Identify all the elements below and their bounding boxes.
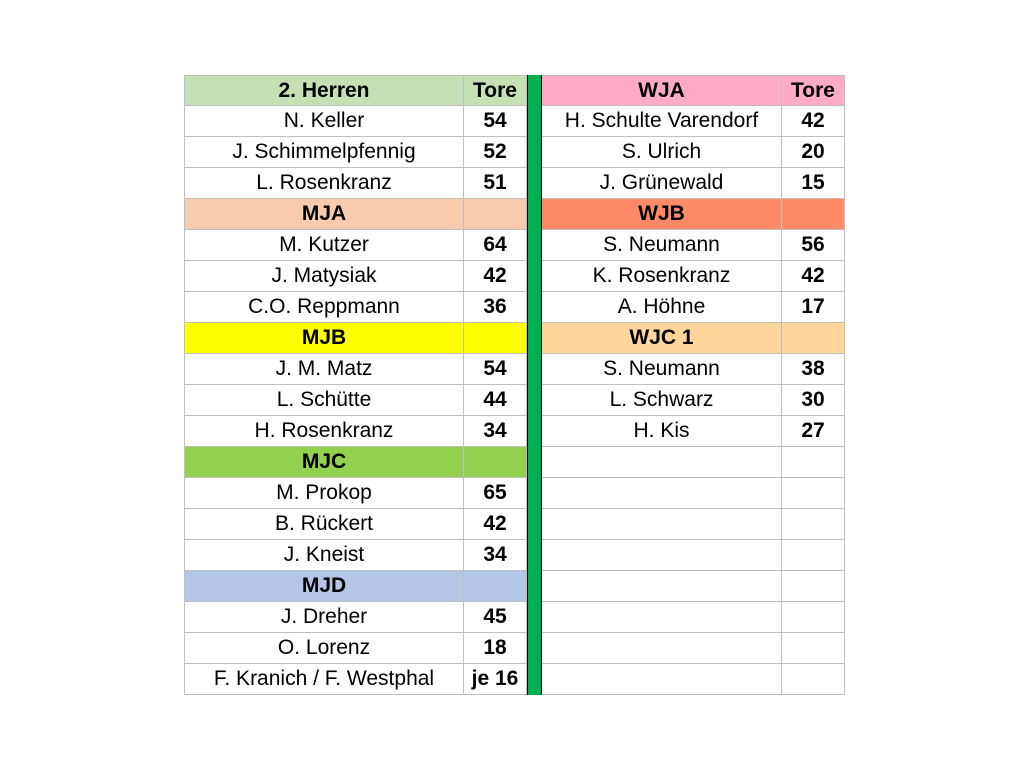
empty-cell — [542, 664, 782, 695]
player-goals: 30 — [782, 385, 845, 416]
player-name: S. Neumann — [542, 230, 782, 261]
player-name: C.O. Reppmann — [184, 292, 464, 323]
player-goals: je 16 — [464, 664, 527, 695]
empty-cell — [782, 664, 845, 695]
player-goals: 15 — [782, 168, 845, 199]
player-goals: 42 — [782, 261, 845, 292]
section-title: MJC — [184, 447, 464, 478]
player-name: J. Kneist — [184, 540, 464, 571]
player-goals: 44 — [464, 385, 527, 416]
empty-cell — [542, 571, 782, 602]
goals-header: Tore — [782, 75, 845, 106]
section-title: MJB — [184, 323, 464, 354]
player-name: S. Ulrich — [542, 137, 782, 168]
player-name: J. Matysiak — [184, 261, 464, 292]
player-name: M. Kutzer — [184, 230, 464, 261]
player-goals: 18 — [464, 633, 527, 664]
player-name: N. Keller — [184, 106, 464, 137]
player-goals: 36 — [464, 292, 527, 323]
goals-header — [782, 323, 845, 354]
player-goals: 27 — [782, 416, 845, 447]
scorers-grid — [184, 75, 845, 695]
empty-cell — [782, 509, 845, 540]
player-name: H. Rosenkranz — [184, 416, 464, 447]
player-name: J. Schimmelpfennig — [184, 137, 464, 168]
section-title: WJB — [542, 199, 782, 230]
player-goals: 42 — [782, 106, 845, 137]
scorers-sheet — [184, 75, 845, 695]
empty-cell — [542, 509, 782, 540]
player-name: L. Schwarz — [542, 385, 782, 416]
player-goals: 34 — [464, 540, 527, 571]
player-goals: 34 — [464, 416, 527, 447]
player-goals: 17 — [782, 292, 845, 323]
player-goals: 38 — [782, 354, 845, 385]
player-name: K. Rosenkranz — [542, 261, 782, 292]
player-name: O. Lorenz — [184, 633, 464, 664]
column-separator — [527, 75, 542, 695]
empty-cell — [782, 478, 845, 509]
empty-cell — [782, 571, 845, 602]
empty-cell — [782, 633, 845, 664]
goals-header — [464, 447, 527, 478]
player-goals: 52 — [464, 137, 527, 168]
player-goals: 51 — [464, 168, 527, 199]
empty-cell — [782, 540, 845, 571]
empty-cell — [542, 540, 782, 571]
goals-header — [464, 571, 527, 602]
empty-cell — [782, 447, 845, 478]
goals-header — [464, 199, 527, 230]
empty-cell — [542, 447, 782, 478]
player-goals: 42 — [464, 261, 527, 292]
empty-cell — [542, 602, 782, 633]
section-title: MJD — [184, 571, 464, 602]
player-goals: 56 — [782, 230, 845, 261]
player-name: L. Schütte — [184, 385, 464, 416]
player-goals: 65 — [464, 478, 527, 509]
goals-header: Tore — [464, 75, 527, 106]
player-goals: 54 — [464, 354, 527, 385]
goals-header — [782, 199, 845, 230]
player-name: S. Neumann — [542, 354, 782, 385]
empty-cell — [782, 602, 845, 633]
player-goals: 20 — [782, 137, 845, 168]
player-name: M. Prokop — [184, 478, 464, 509]
section-title: 2. Herren — [184, 75, 464, 106]
player-name: B. Rückert — [184, 509, 464, 540]
player-name: H. Kis — [542, 416, 782, 447]
section-title: MJA — [184, 199, 464, 230]
player-goals: 54 — [464, 106, 527, 137]
player-goals: 64 — [464, 230, 527, 261]
player-name: J. Dreher — [184, 602, 464, 633]
player-name: J. M. Matz — [184, 354, 464, 385]
section-title: WJA — [542, 75, 782, 106]
empty-cell — [542, 633, 782, 664]
section-title: WJC 1 — [542, 323, 782, 354]
player-name: L. Rosenkranz — [184, 168, 464, 199]
goals-header — [464, 323, 527, 354]
empty-cell — [542, 478, 782, 509]
player-goals: 45 — [464, 602, 527, 633]
player-name: J. Grünewald — [542, 168, 782, 199]
player-name: F. Kranich / F. Westphal — [184, 664, 464, 695]
player-name: H. Schulte Varendorf — [542, 106, 782, 137]
player-goals: 42 — [464, 509, 527, 540]
player-name: A. Höhne — [542, 292, 782, 323]
